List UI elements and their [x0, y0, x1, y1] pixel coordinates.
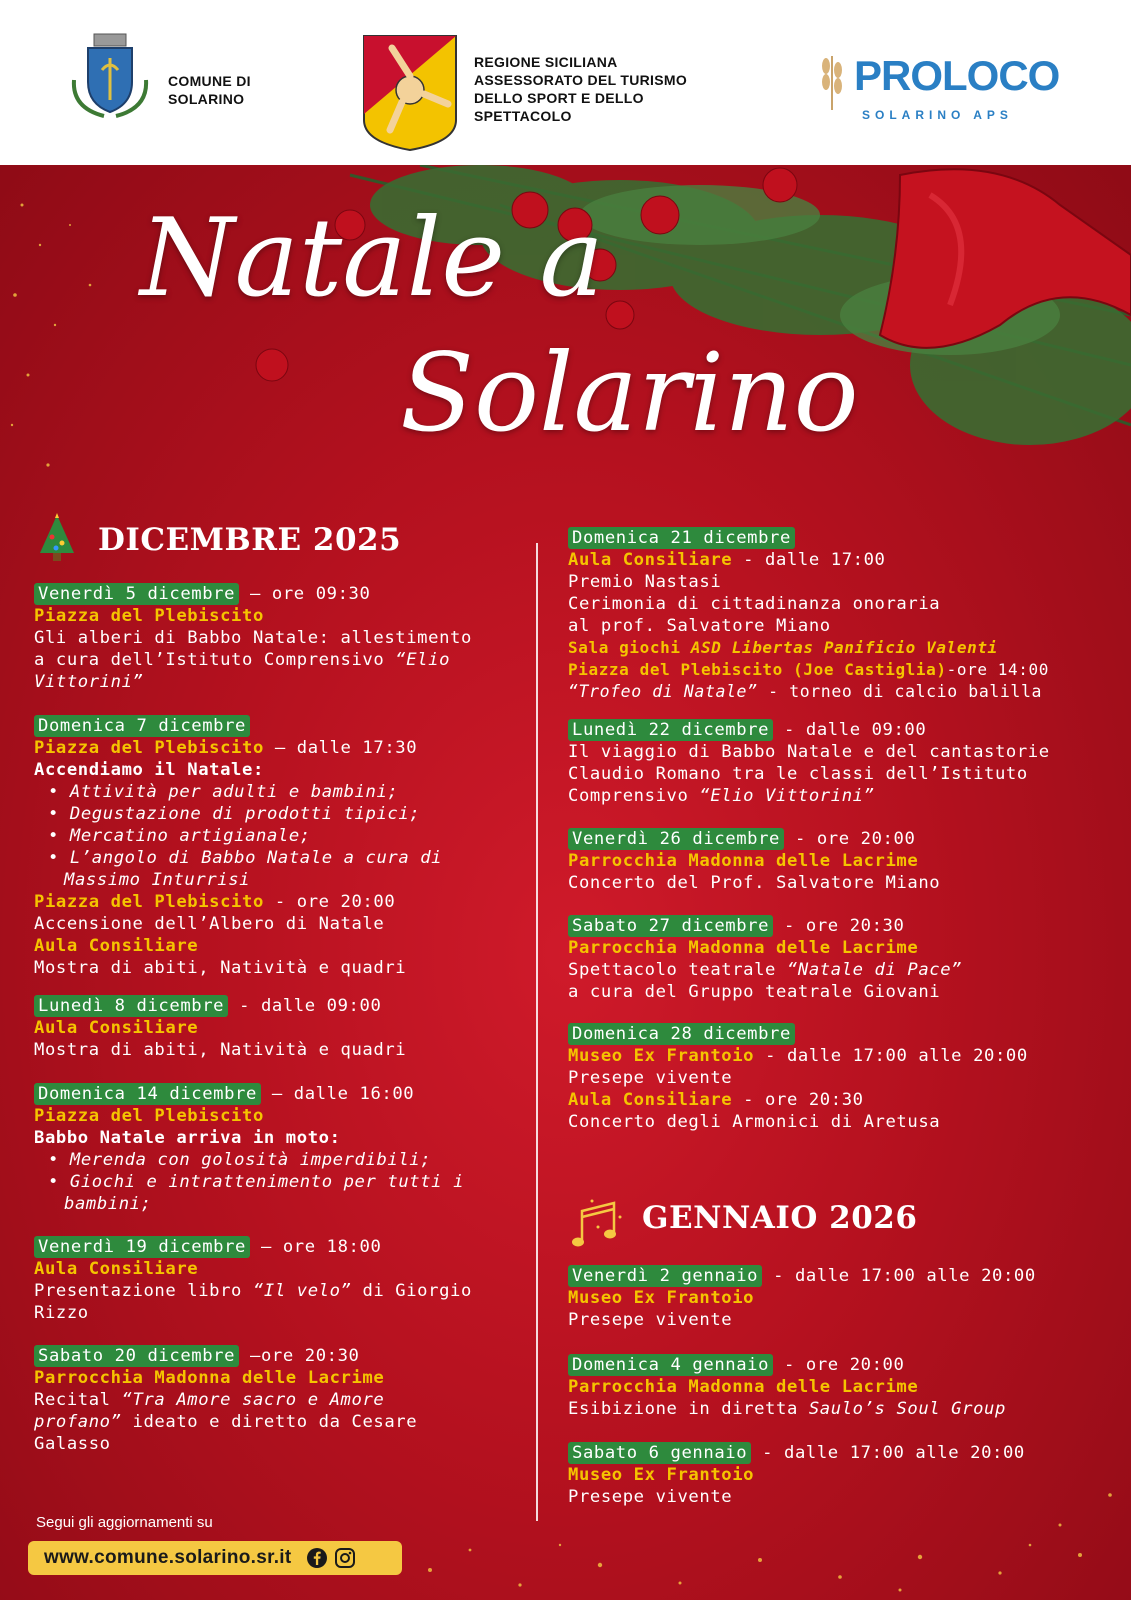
event-location: Piazza del Plebiscito: [34, 738, 264, 758]
event-date-pill: Lunedì 22 dicembre: [568, 719, 773, 741]
event-dec-27: Sabato 27 dicembre - ore 20:30 Parrocchia Madonna delle Lacrime Spettacolo teatrale “Natale di Pace” a cura del Gruppo teatrale Giovani: [568, 916, 963, 1002]
event-dec-26: Venerdì 26 dicembre - ore 20:00 Parrocchia Madonna delle Lacrime Concerto del Prof. Salvatore Miano: [568, 829, 941, 893]
event-date-pill: Domenica 7 dicembre: [34, 715, 250, 737]
event-dec-14: Domenica 14 dicembre – dalle 16:00 Piazza del Plebiscito Babbo Natale arriva in moto: • Merenda con golosità imperdibili; • Giochi e intrattenimento per tutti i bambini;: [34, 1083, 544, 1215]
event-dec-21: Domenica 21 dicembre Aula Consiliare - dalle 17:00 Premio Nastasi Cerimonia di cittadinanza onoraria al prof. Salvatore Miano Sala giochi ASD Libertas Panificio Valenti Piazza del Plebiscito (Joe Castiglia)-ore 14:00 “Trofeo di Natale” - torneo di calcio balilla: [568, 528, 1049, 701]
event-date-pill: Venerdì 26 dicembre: [568, 828, 784, 850]
january-title: GENNAIO 2026: [642, 1200, 918, 1236]
event-date-pill: Domenica 14 dicembre: [34, 1083, 261, 1105]
event-date-pill: Domenica 4 gennaio: [568, 1354, 773, 1376]
comune-name: COMUNE DI SOLARINO: [168, 73, 251, 107]
regione-sicilia-logo-icon: [362, 34, 458, 152]
event-location: Piazza del Plebiscito: [34, 606, 264, 626]
comune-crest-icon: [64, 30, 156, 122]
title-line-2: Solarino: [400, 331, 859, 456]
facebook-icon[interactable]: [306, 1547, 328, 1569]
proloco-title: PROLOCO: [854, 52, 1060, 99]
event-date-pill: Venerdì 2 gennaio: [568, 1265, 762, 1287]
instagram-icon[interactable]: [334, 1547, 356, 1569]
event-date-pill: Sabato 27 dicembre: [568, 915, 773, 937]
event-date-pill: Sabato 20 dicembre: [34, 1345, 239, 1367]
footer-label: Segui gli aggiornamenti su: [36, 1514, 213, 1531]
proloco-subtitle: SOLARINO APS: [862, 108, 1013, 122]
event-jan-6: Sabato 6 gennaio - dalle 17:00 alle 20:00 Museo Ex Frantoio Presepe vivente: [568, 1443, 1025, 1507]
event-date-pill: Domenica 28 dicembre: [568, 1023, 795, 1045]
event-date-pill: Venerdì 19 dicembre: [34, 1236, 250, 1258]
column-divider: [536, 543, 538, 1521]
event-date-pill: Venerdì 5 dicembre: [34, 583, 239, 605]
december-title: DICEMBRE 2025: [98, 522, 402, 558]
event-dec-28: Domenica 28 dicembre Museo Ex Frantoio - dalle 17:00 alle 20:00 Presepe vivente Aula Consiliare - ore 20:30 Concerto degli Armonici di Aretusa: [568, 1024, 1028, 1132]
event-date-pill: Sabato 6 gennaio: [568, 1442, 751, 1464]
event-jan-2: Venerdì 2 gennaio - dalle 17:00 alle 20:00 Museo Ex Frantoio Presepe vivente: [568, 1266, 1036, 1330]
event-date-pill: Domenica 21 dicembre: [568, 527, 795, 549]
header-logos: [0, 0, 1131, 165]
event-dec-8: Lunedì 8 dicembre - dalle 09:00 Aula Consiliare Mostra di abiti, Natività e quadri: [34, 996, 407, 1060]
event-jan-4: Domenica 4 gennaio - ore 20:00 Parrocchia Madonna delle Lacrime Esibizione in diretta Saulo’s Soul Group: [568, 1355, 1006, 1419]
event-dec-19: Venerdì 19 dicembre – ore 18:00 Aula Consiliare Presentazione libro “Il velo” di Giorgio Rizzo: [34, 1237, 472, 1323]
footer-bar: [28, 1541, 402, 1575]
event-date-pill: Lunedì 8 dicembre: [34, 995, 228, 1017]
event-dec-22: Lunedì 22 dicembre - dalle 09:00 Il viaggio di Babbo Natale e del cantastorie Claudio Romano tra le classi dell’Istituto Comprensivo “Elio Vittorini”: [568, 720, 1050, 806]
event-dec-5: Venerdì 5 dicembre – ore 09:30 Piazza del Plebiscito Gli alberi di Babbo Natale: allestimento a cura dell’Istituto Comprensivo “Elio Vittorini”: [34, 583, 544, 693]
website-link[interactable]: www.comune.solarino.sr.it: [44, 1547, 292, 1568]
title-line-1: Natale a: [140, 196, 604, 321]
wheat-icon: [812, 46, 852, 112]
christmas-tree-icon: [34, 513, 80, 563]
event-dec-20: Sabato 20 dicembre –ore 20:30 Parrocchia Madonna delle Lacrime Recital “Tra Amore sacro e Amore profano” ideato e diretto da Cesare Galasso: [34, 1346, 418, 1454]
poster: [0, 165, 1131, 1600]
regione-name: REGIONE SICILIANA ASSESSORATO DEL TURISMO DELLO SPORT E DELLO SPETTACOLO: [474, 54, 688, 124]
music-notes-icon: [568, 1197, 624, 1251]
event-dec-7: Domenica 7 dicembre Piazza del Plebiscito – dalle 17:30 Accendiamo il Natale: • Attività per adulti e bambini; • Degustazione di prodotti tipici; • Mercatino artigianale; • L’angolo di Babbo Natale a cura di Massimo Inturrisi Piazza del Plebiscito - ore 20:00 Accensione dell’Albero di Natale Aula Consiliare Mostra di abiti, Natività e quadri: [34, 715, 544, 979]
